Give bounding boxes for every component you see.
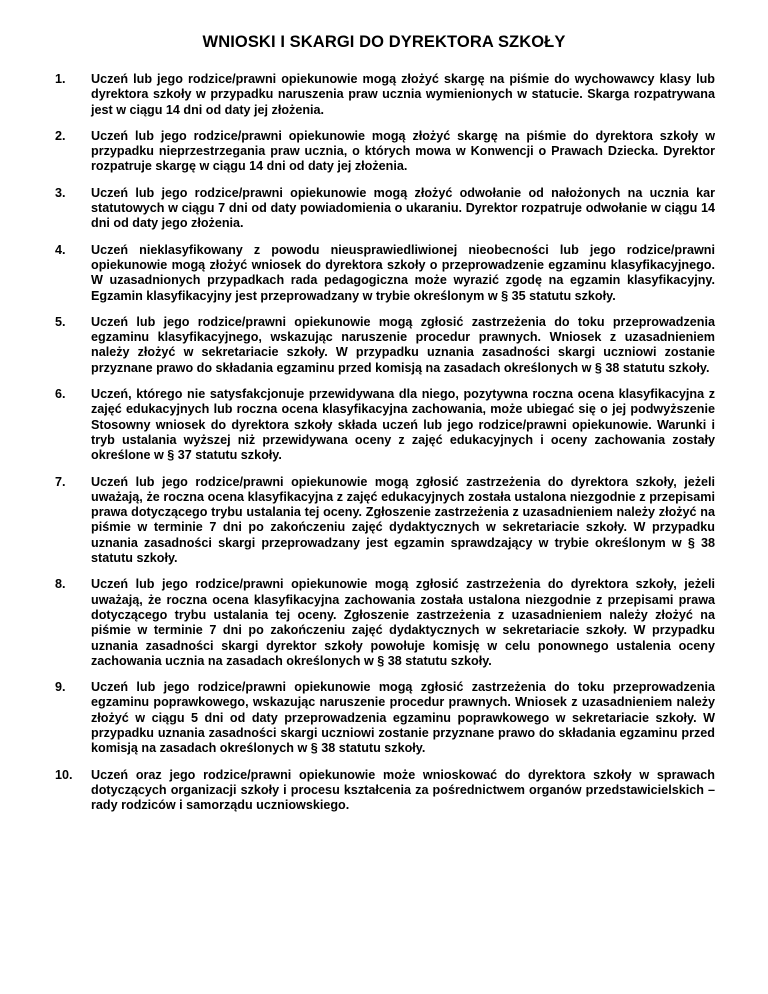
document-title: WNIOSKI I SKARGI DO DYREKTORA SZKOŁY (202, 33, 566, 51)
list-item (55, 577, 715, 669)
list-item (55, 315, 715, 376)
item-text: Uczeń lub jego rodzice/prawni opiekunowie mogą zgłosić zastrzeżenia do dyrektora szkoły, jeżeli uważają, że roczna ocena klasyfikacyjna z zajęć edukacyjnych została ustalona niezgodnie z przepisami prawa dotyczącego trybu ustalania tej oceny. Zgłoszenie zastrzeżenia z uzasadnieniem należy złożyć na piśmie w terminie 7 dni po zakończeniu zajęć dydaktycznych w sekretariacie szkoły. W przypadku uznania zasadności skargi przeprowadzany jest egzamin sprawdzający w trybie określonym w § 38 statutu szkoły. (91, 474, 715, 566)
item-text: Uczeń lub jego rodzice/prawni opiekunowie mogą zgłosić zastrzeżenia do toku przeprowadzenia egzaminu klasyfikacyjnego, wskazując naruszenie procedur prawnych. Wniosek z uzasadnieniem należy złożyć w sekretariacie szkoły. W przypadku uznania zasadności skargi uczniowi zostanie przyznane prawo do składania egzaminu przed komisją na zasadach określonych w § 38 statutu szkoły. (91, 314, 715, 375)
item-number: 7. (55, 474, 66, 489)
list-item (55, 475, 715, 567)
item-number: 8. (55, 577, 66, 592)
item-text: Uczeń lub jego rodzice/prawni opiekunowie mogą zgłosić zastrzeżenia do dyrektora szkoły, jeżeli uważają, że roczna ocena klasyfikacyjna zachowania została ustalona niezgodnie z przepisami prawa dotyczącego trybu ustalania tej oceny. Zgłoszenie zastrzeżenia z uzasadnieniem należy złożyć na piśmie w terminie 7 dni po zakończeniu zajęć dydaktycznych w sekretariacie szkoły. W przypadku uznania zasadności skargi dyrektor szkoły powołuje komisję w celu ponownego ustalenia oceny zachowania ucznia na zasadach określonych w § 38 statutu szkoły. (91, 577, 715, 668)
item-text: Uczeń nieklasyfikowany z powodu nieusprawiedliwionej nieobecności lub jego rodzice/prawni opiekunowie mogą złożyć wniosek do dyrektora szkoły o przeprowadzenie egzaminu klasyfikacyjnego. W uzasadnionych przypadkach rada pedagogiczna może wyrazić zgodę na egzamin klasyfikacyjny. Egzamin klasyfikacyjny jest przeprowadzany w trybie określonym w § 35 statutu szkoły. (91, 242, 715, 303)
list-item (55, 129, 715, 175)
item-number: 1. (55, 72, 66, 86)
list-item (55, 72, 715, 118)
list-item (55, 680, 715, 756)
numbered-list (55, 72, 715, 824)
item-number: 2. (55, 128, 66, 143)
item-text: Uczeń lub jego rodzice/prawni opiekunowie mogą złożyć skargę na piśmie do dyrektora szkoły w przypadku nieprzestrzegania praw ucznia, o których mowa w Konwencji o Prawach Dziecka. Dyrektor rozpatruje skargę w ciągu 14 dni od daty jej złożenia. (91, 128, 715, 174)
list-item (55, 387, 715, 463)
item-number: 5. (55, 314, 66, 329)
item-text: Uczeń lub jego rodzice/prawni opiekunowie mogą złożyć odwołanie od nałożonych na ucznia kar statutowych w ciągu 7 dni od daty powiadomienia o ukaraniu. Dyrektor rozpatruje odwołanie w ciągu 14 dni od daty jego złożenia. (91, 185, 715, 231)
item-number: 3. (55, 185, 66, 200)
item-number: 6. (55, 387, 66, 402)
item-number: 9. (55, 680, 66, 695)
list-item (55, 768, 715, 814)
item-text: Uczeń lub jego rodzice/prawni opiekunowie mogą zgłosić zastrzeżenia do toku przeprowadzenia egzaminu poprawkowego, wskazując naruszenie procedur prawnych. Wniosek z uzasadnieniem należy złożyć w ciągu 5 dni od daty przeprowadzenia egzaminu poprawkowego w sekretariacie szkoły. W przypadku uznania zasadności skargi uczniowi zostanie przyznane prawo do składania egzaminu przed komisją na zasadach określonych w § 38 statutu szkoły. (91, 680, 715, 756)
list-item (55, 186, 715, 232)
item-text: Uczeń oraz jego rodzice/prawni opiekunowie może wnioskować do dyrektora szkoły w sprawach dotyczących organizacji szkoły i procesu kształcenia za pośrednictwem organów przedstawicielskich – rady rodziców i samorządu uczniowskiego. (91, 767, 715, 813)
item-number: 4. (55, 242, 66, 257)
list-item (55, 243, 715, 304)
item-text: Uczeń lub jego rodzice/prawni opiekunowie mogą złożyć skargę na piśmie do wychowawcy klasy lub dyrektora szkoły w przypadku naruszenia praw ucznia wymienionych w statucie. Skarga rozpatrywana jest w ciągu 14 dni od daty jej złożenia. (91, 72, 715, 117)
item-text: Uczeń, którego nie satysfakcjonuje przewidywana dla niego, pozytywna roczna ocena klasyfikacyjna z zajęć edukacyjnych lub roczna ocena klasyfikacyjna zachowania, może ubiegać się o jej podwyższenie Stosowny wniosek do dyrektora szkoły składa uczeń lub jego rodzice/prawni opiekunowie. Warunki i tryb ustalania wyższej niż przewidywana oceny z zajęć edukacyjnych i oceny zachowania zostały określone w § 37 statutu szkoły. (91, 387, 715, 463)
item-number: 10. (55, 767, 73, 782)
